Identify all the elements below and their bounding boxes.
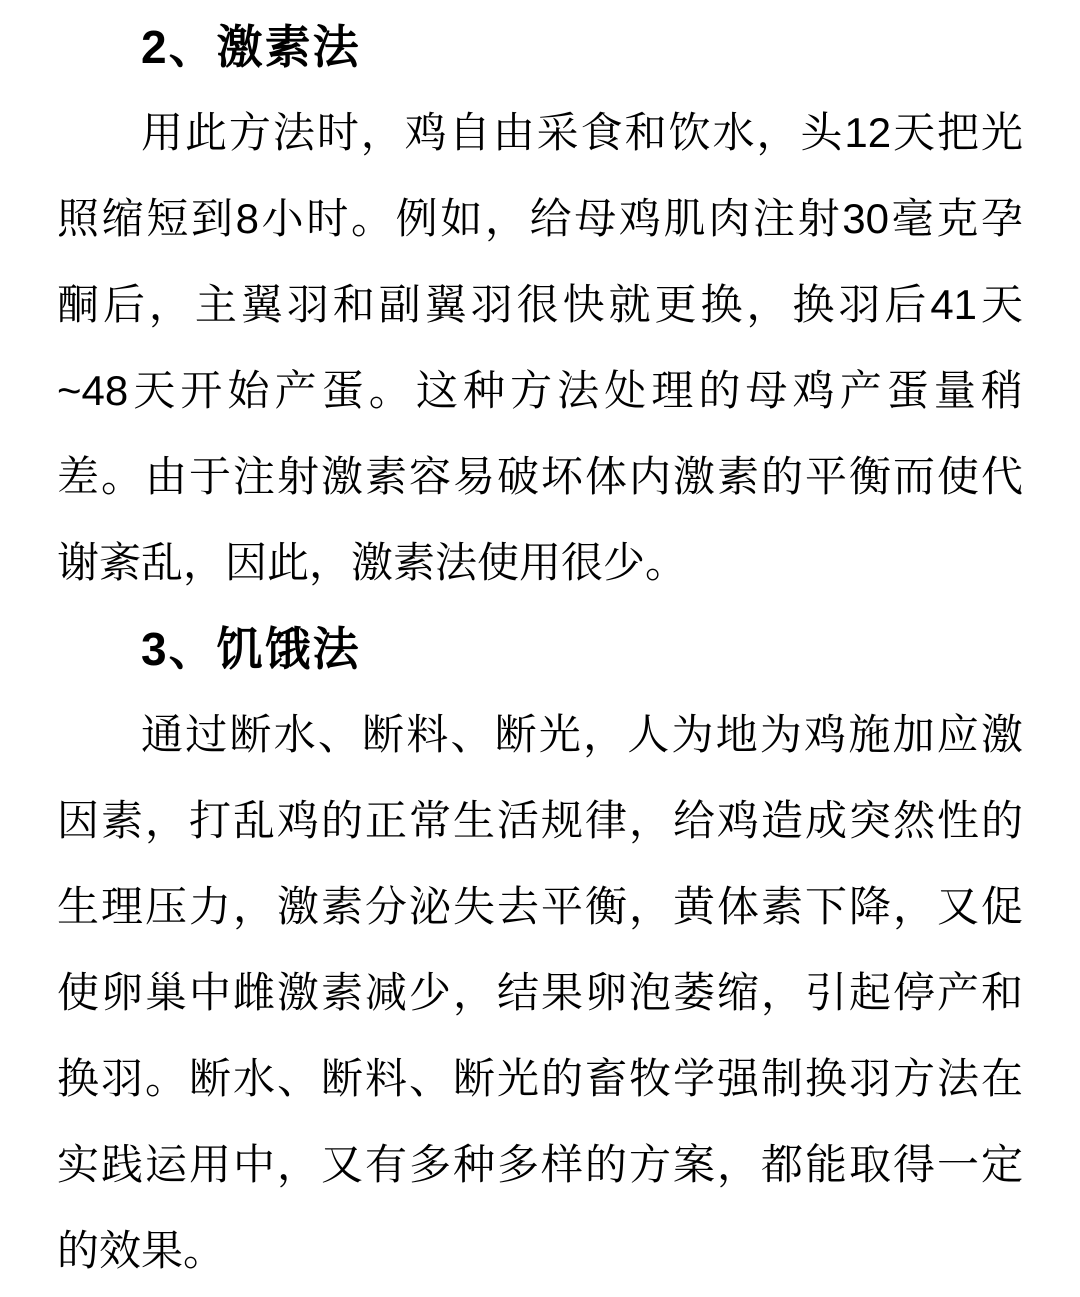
paragraph-line: 换羽。断水、断料、断光的畜牧学强制换羽方法在	[57, 1055, 1023, 1102]
paragraph-line: 的效果。	[57, 1227, 226, 1274]
paragraph-line: 使卵巢中雌激素减少，结果卵泡萎缩，引起停产和	[57, 969, 1023, 1016]
paragraph-line: 因素，打乱鸡的正常生活规律，给鸡造成突然性的	[57, 797, 1023, 844]
paragraph-line: 用此方法时，鸡自由采食和饮水，头12天把光	[141, 109, 1023, 156]
paragraph-line: 照缩短到8小时。例如，给母鸡肌肉注射30毫克孕	[57, 195, 1023, 242]
paragraph-line: 实践运用中，又有多种多样的方案，都能取得一定	[57, 1141, 1023, 1188]
paragraph-line: 酮后，主翼羽和副翼羽很快就更换，换羽后41天	[57, 281, 1023, 328]
paragraph-line: 生理压力，激素分泌失去平衡，黄体素下降，又促	[57, 883, 1023, 930]
section-heading-hormone-method: 2、激素法	[141, 21, 361, 73]
paragraph-line: 通过断水、断料、断光，人为地为鸡施加应激	[141, 711, 1023, 758]
section-heading-starvation-method: 3、饥饿法	[141, 623, 361, 675]
paragraph-line: 谢紊乱，因此，激素法使用很少。	[57, 539, 688, 586]
paragraph-line: 差。由于注射激素容易破坏体内激素的平衡而使代	[57, 453, 1023, 500]
paragraph-line: ~48天开始产蛋。这种方法处理的母鸡产蛋量稍	[57, 367, 1023, 414]
